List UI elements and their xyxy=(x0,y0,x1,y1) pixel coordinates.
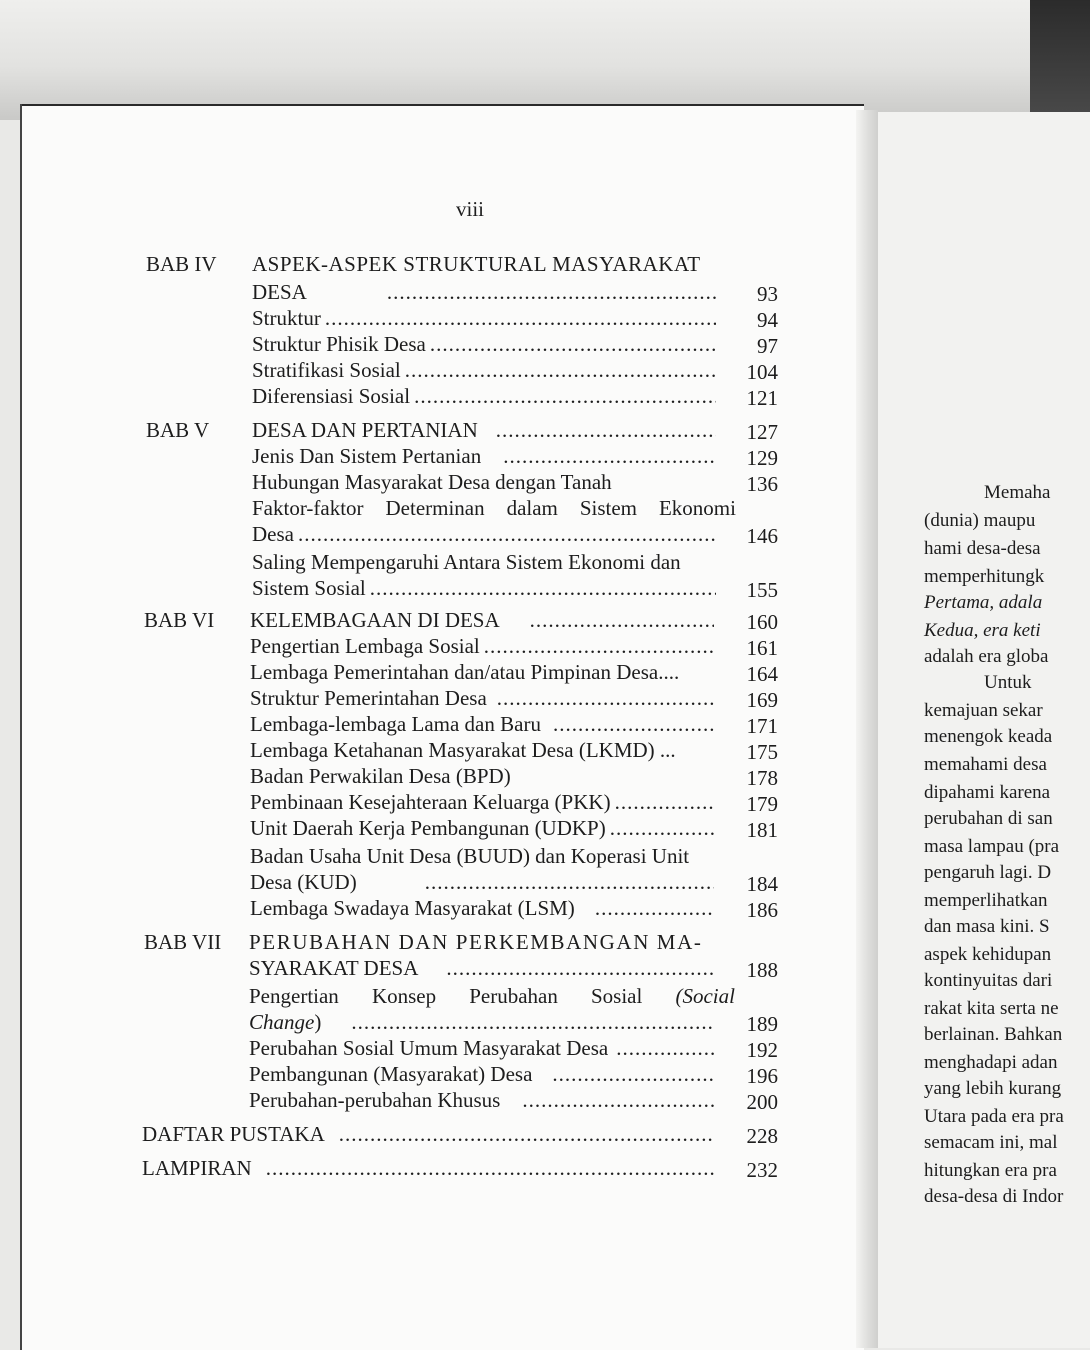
text-line: dipahami karena xyxy=(924,782,1051,803)
toc-entry[interactable] xyxy=(250,686,720,711)
text-line: Memaha xyxy=(984,482,1051,503)
entry-title: DESA xyxy=(252,280,307,304)
toc-entry[interactable] xyxy=(142,1156,720,1181)
text-line: hami desa-desa xyxy=(924,538,1041,559)
word: Perubahan xyxy=(469,984,558,1008)
toc-entry[interactable] xyxy=(252,522,722,547)
entry-page: 160 xyxy=(746,610,778,634)
entry-page: 188 xyxy=(746,958,778,982)
text-line: semacam ini, mal xyxy=(924,1132,1058,1153)
entry-page: 171 xyxy=(746,714,778,738)
toc-entry[interactable] xyxy=(250,660,726,685)
text-line: memperhitungk xyxy=(924,566,1045,587)
text-line: aspek kehidupan xyxy=(924,944,1052,965)
toc-entry-line: Saling Mempengaruhi Antara Sistem Ekonomi dan xyxy=(252,550,681,574)
toc-entry[interactable] xyxy=(250,816,720,841)
text-line: (dunia) maupu xyxy=(924,510,1036,531)
toc-entry-line xyxy=(252,496,736,521)
entry-page: 179 xyxy=(746,792,778,816)
toc-entry[interactable] xyxy=(250,790,720,815)
entry-title: Struktur xyxy=(252,306,321,330)
text-line: Untuk xyxy=(984,672,1032,693)
chapter-label: BAB V xyxy=(146,418,210,442)
entry-title: Struktur Pemerintahan Desa xyxy=(250,686,487,710)
text-line: berlainan. Bahkan xyxy=(924,1024,1063,1045)
entry-page: 127 xyxy=(746,420,778,444)
toc-entry[interactable] xyxy=(252,358,722,383)
entry-title: SYARAKAT DESA xyxy=(249,956,419,980)
entry-page: 121 xyxy=(746,386,778,410)
entry-page: 97 xyxy=(757,334,778,358)
entry-page: 94 xyxy=(757,308,778,332)
toc-entry[interactable] xyxy=(249,1062,720,1087)
text-line: rakat kita serta ne xyxy=(924,998,1059,1019)
toc-entry[interactable] xyxy=(249,1036,720,1061)
text-line: menghadapi adan xyxy=(924,1052,1058,1073)
text-line: hitungkan era pra xyxy=(924,1160,1057,1181)
toc-entry-line: Badan Usaha Unit Desa (BUUD) dan Koperasi Unit xyxy=(250,844,690,868)
entry-title: Lembaga Swadaya Masyarakat (LSM) xyxy=(250,896,575,920)
chapter-title: PERUBAHAN DAN PERKEMBANGAN MA- xyxy=(249,930,703,954)
entry-page: 104 xyxy=(746,360,778,384)
entry-title: Stratifikasi Sosial xyxy=(252,358,401,382)
chapter-title: KELEMBAGAAN DI DESA xyxy=(250,608,500,632)
text-line: dan masa kini. S xyxy=(924,916,1050,937)
entry-title: Diferensiasi Sosial xyxy=(252,384,411,408)
entry-title: Lembaga Pemerintahan dan/atau Pimpinan Desa.... xyxy=(250,660,680,684)
word: Faktor-faktor xyxy=(252,496,364,520)
text-line: pengaruh lagi. D xyxy=(924,862,1052,883)
entry-title: Perubahan-perubahan Khusus xyxy=(249,1088,501,1112)
toc-entry-line xyxy=(249,984,735,1009)
word: Sistem xyxy=(579,496,638,520)
entry-page: 232 xyxy=(746,1158,778,1182)
toc-entry[interactable] xyxy=(252,384,722,409)
entry-page: 169 xyxy=(746,688,778,712)
entry-page: 175 xyxy=(746,740,778,764)
text-line: menengok keada xyxy=(924,726,1053,747)
entry-title: Jenis Dan Sistem Pertanian xyxy=(252,444,482,468)
entry-title: LAMPIRAN xyxy=(142,1156,252,1180)
entry-title: Lembaga Ketahanan Masyarakat Desa (LKMD) ... xyxy=(250,738,676,762)
text-line: yang lebih kurang xyxy=(924,1078,1062,1099)
text-line: Utara pada era pra xyxy=(924,1106,1064,1127)
entry-page: 184 xyxy=(746,872,778,896)
entry-page: 186 xyxy=(746,898,778,922)
word: dalam xyxy=(506,496,558,520)
entry-page: 93 xyxy=(757,282,778,306)
word: Konsep xyxy=(371,984,437,1008)
entry-page: 146 xyxy=(746,524,778,548)
toc-entry[interactable] xyxy=(252,444,722,469)
word: Ekonomi xyxy=(658,496,736,520)
toc-entry[interactable] xyxy=(250,634,720,659)
toc-entry[interactable] xyxy=(250,764,726,789)
toc-entry[interactable] xyxy=(250,608,720,633)
entry-page: 196 xyxy=(746,1064,778,1088)
word: Determinan xyxy=(385,496,485,520)
toc-entry[interactable] xyxy=(249,956,720,981)
entry-page: 178 xyxy=(746,766,778,790)
text-line: memahami desa xyxy=(924,754,1047,775)
entry-page: 136 xyxy=(746,472,778,496)
toc-entry[interactable] xyxy=(252,470,728,495)
toc-entry[interactable] xyxy=(250,896,720,921)
entry-title: Lembaga-lembaga Lama dan Baru xyxy=(250,712,541,736)
entry-title: Desa xyxy=(252,522,294,546)
entry-title: Pembangunan (Masyarakat) Desa xyxy=(249,1062,533,1086)
text-line: kontinyuitas dari xyxy=(924,970,1053,991)
chapter-title: DESA DAN PERTANIAN xyxy=(252,418,478,442)
entry-title: Pembinaan Kesejahteraan Keluarga (PKK) xyxy=(250,790,611,814)
text-line: desa-desa di Indor xyxy=(924,1186,1064,1207)
toc-entry[interactable] xyxy=(252,332,722,357)
text-line: perubahan di san xyxy=(924,808,1053,829)
chapter-title: ASPEK-ASPEK STRUKTURAL MASYARAKAT xyxy=(252,252,701,276)
entry-title: DAFTAR PUSTAKA xyxy=(142,1122,325,1146)
entry-title: Desa (KUD) xyxy=(250,870,357,894)
toc-entry[interactable] xyxy=(250,738,726,763)
word: Pengertian xyxy=(249,984,339,1008)
scan-dark-edge xyxy=(1030,0,1090,120)
text-line: masa lampau (pra xyxy=(924,836,1060,857)
word: (Social xyxy=(675,984,735,1008)
entry-title: Sistem Sosial xyxy=(252,576,366,600)
toc-entry[interactable] xyxy=(252,306,722,331)
word: Sosial xyxy=(591,984,643,1008)
entry-title: Unit Daerah Kerja Pembangunan (UDKP) xyxy=(250,816,606,840)
toc-entry[interactable] xyxy=(252,576,722,601)
scan-background xyxy=(0,0,1090,120)
entry-page: 200 xyxy=(746,1090,778,1114)
toc-entry[interactable] xyxy=(252,418,722,443)
toc-entry[interactable] xyxy=(249,1088,720,1113)
chapter-label: BAB VII xyxy=(144,930,222,954)
entry-title: Pengertian Lembaga Sosial xyxy=(250,634,480,658)
entry-title: Badan Perwakilan Desa (BPD) xyxy=(250,764,511,788)
entry-title: Struktur Phisik Desa xyxy=(252,332,426,356)
text-line: Pertama, adala xyxy=(924,592,1043,613)
entry-page: 161 xyxy=(746,636,778,660)
entry-title-close: ) xyxy=(314,1010,322,1034)
page-number: viii xyxy=(456,197,485,221)
entry-page: 189 xyxy=(746,1012,778,1036)
toc-entry[interactable] xyxy=(250,870,720,895)
entry-page: 181 xyxy=(746,818,778,842)
toc-entry[interactable] xyxy=(252,280,722,305)
chapter-label: BAB VI xyxy=(144,608,215,632)
text-line: kemajuan sekar xyxy=(924,700,1043,721)
toc-entry[interactable] xyxy=(250,712,720,737)
text-line: memperlihatkan xyxy=(924,890,1048,911)
toc-entry[interactable] xyxy=(249,1010,720,1035)
entry-page: 164 xyxy=(746,662,778,686)
book-gutter xyxy=(856,110,878,1348)
entry-title: Perubahan Sosial Umum Masyarakat Desa xyxy=(249,1036,609,1060)
chapter-label: BAB IV xyxy=(146,252,217,276)
entry-title: Hubungan Masyarakat Desa dengan Tanah xyxy=(252,470,612,494)
entry-page: 129 xyxy=(746,446,778,470)
toc-entry[interactable] xyxy=(142,1122,720,1147)
entry-page: 228 xyxy=(746,1124,778,1148)
text-line: Kedua, era keti xyxy=(924,620,1041,641)
text-line: adalah era globa xyxy=(924,646,1049,667)
entry-title: Change xyxy=(249,1010,315,1034)
entry-page: 155 xyxy=(746,578,778,602)
entry-page: 192 xyxy=(746,1038,778,1062)
